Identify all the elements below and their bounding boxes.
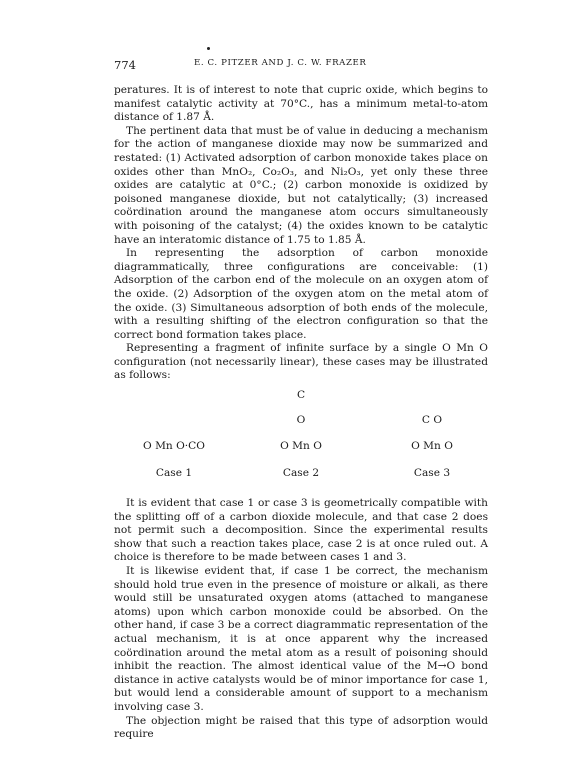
case3-structure: O Mn O: [411, 440, 453, 453]
paragraph: peratures. It is of interest to note that cupric oxide, which begins to manifest catalytic activity at 70°C., has a minimum metal-to-atom distance of 1.87 Å.: [114, 84, 488, 124]
body-text: [114, 84, 488, 742]
paragraph: Representing a fragment of infinite surface by a single O Mn O configuration (not necessarily linear), these cases may be illustrated as follows:: [114, 342, 488, 382]
page-number: 774: [114, 58, 136, 72]
case2-label: Case 2: [282, 467, 320, 480]
case3-co: C O: [421, 414, 443, 427]
adsorption-diagram: [114, 387, 488, 491]
paragraph: It is likewise evident that, if case 1 be correct, the mechanism should hold true even in the presence of moisture or alkali, as there would still be unsaturated oxygen atoms (attached to manganese atoms) upon which carbon monoxide could be absorbed. On the other hand, if case 3 be a correct diagrammatic representation of the actual mechanism, it is at once apparent why the increased coördination around the metal atom as a result of poisoning should inhibit the reaction. The almost identical value of the M→O bond distance in active catalysts would be of minor importance for case 1, but would lend a considerable amount of support to a mechanism involving case 3.: [114, 565, 488, 713]
paragraph: The objection might be raised that this type of adsorption would require: [114, 714, 488, 741]
case1-label: Case 1: [155, 467, 193, 480]
case2-oxygen: O: [296, 414, 306, 427]
paragraph: The pertinent data that must be of value in deducing a mechanism for the action of manganese dioxide may now be summarized and restated: (1) Activated adsorption of carbon monoxide takes place on oxides other than MnO₂, Co₂O₃, and Ni₂O₃, yet only these three oxides are catalytic at 0°C.; (2) carbon monoxide is oxidized by poisoned manganese dioxide, but not catalytically; (3) increased coördination around the manganese atom occurs simultaneously with poisoning of the catalyst; (4) the oxides known to be catalytic have an interatomic distance of 1.75 to 1.85 Å.: [114, 124, 488, 246]
case3-label: Case 3: [413, 467, 451, 480]
running-header: [114, 58, 486, 74]
case1-structure: O Mn O·CO: [143, 440, 205, 453]
case2-carbon: C: [296, 389, 306, 402]
page-mark: [207, 47, 210, 50]
paragraph: In representing the adsorption of carbon monoxide diagrammatically, three configurations are conceivable: (1) Adsorption of the carbon end of the molecule on an oxygen atom of the oxide. (2) Adsorption of the oxygen atom on the metal atom of the oxide. (3) Simultaneous adsorption of both ends of the molecule, with a resulting shifting of the electron configuration so that the correct bond formation takes place.: [114, 247, 488, 341]
paragraph: It is evident that case 1 or case 3 is geometrically compatible with the splitting off of a carbon dioxide molecule, and that case 2 does not permit such a decomposition. Since the experimental results show that such a reaction takes place, case 2 is at once ruled out. A choice is therefore to be made between cases 1 and 3.: [114, 497, 488, 564]
case2-structure: O Mn O: [280, 440, 322, 453]
header-authors: E. C. PITZER AND J. C. W. FRAZER: [194, 58, 367, 68]
